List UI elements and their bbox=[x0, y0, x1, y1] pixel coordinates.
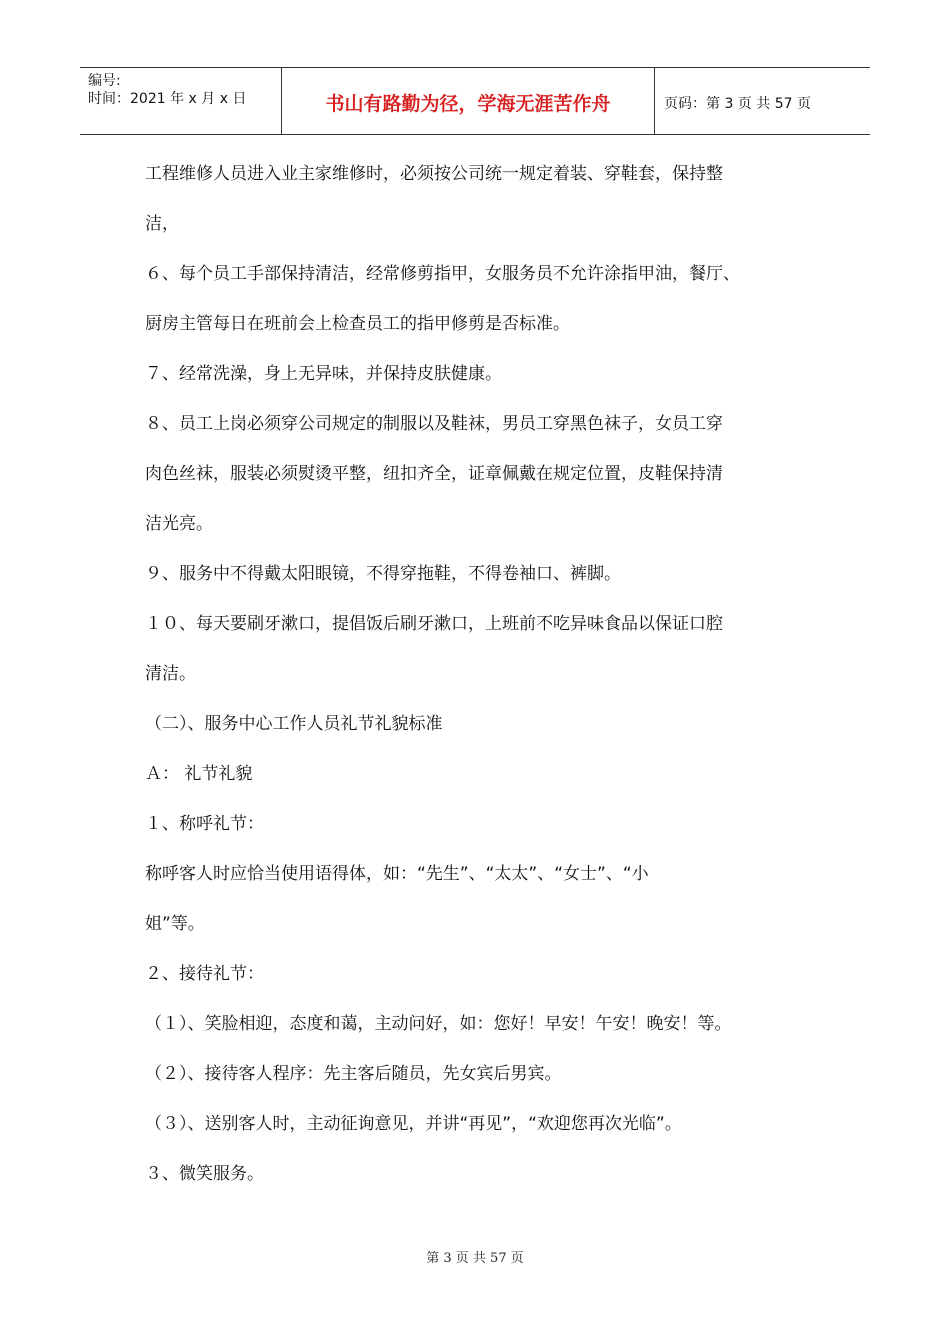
page-footer: 第 3 页 共 57 页 bbox=[426, 1251, 524, 1266]
body-line: （１）、笑脸相迎，态度和蔼，主动问好，如：您好！早安！午安！晚安！等。 bbox=[145, 1014, 732, 1034]
body-line: ２、接待礼节： bbox=[145, 964, 264, 984]
body-line: １、称呼礼节： bbox=[145, 814, 264, 834]
document-header bbox=[80, 67, 870, 135]
body-line: 厨房主管每日在班前会上检查员工的指甲修剪是否标准。 bbox=[145, 314, 570, 334]
body-line: （３）、送别客人时，主动征询意见，并讲“再见”，“欢迎您再次光临”。 bbox=[145, 1114, 682, 1134]
body-line: １０、每天要刷牙漱口，提倡饭后刷牙漱口，上班前不吃异味食品以保证口腔 bbox=[145, 614, 723, 634]
section-heading: （二）、服务中心工作人员礼节礼貌标准 bbox=[145, 714, 443, 734]
body-line: 洁， bbox=[145, 214, 179, 234]
subsection-heading: Ａ： 礼节礼貌 bbox=[145, 764, 253, 784]
document-number-label: 编号: bbox=[88, 73, 121, 89]
body-line: ９、服务中不得戴太阳眼镜，不得穿拖鞋，不得卷袖口、裤脚。 bbox=[145, 564, 621, 584]
body-line: 姐”等。 bbox=[145, 914, 205, 934]
document-date: 时间：2021 年 x 月 x 日 bbox=[88, 91, 247, 107]
header-page-info: 页码：第 3 页 共 57 页 bbox=[664, 96, 811, 112]
body-line: （２）、接待客人程序：先主客后随员，先女宾后男宾。 bbox=[145, 1064, 562, 1084]
header-meta bbox=[88, 72, 246, 108]
body-line: ３、微笑服务。 bbox=[145, 1164, 264, 1184]
header-motto: 书山有路勤为径，学海无涯苦作舟 bbox=[325, 93, 611, 115]
body-line: 洁光亮。 bbox=[145, 514, 213, 534]
body-line: ８、员工上岗必须穿公司规定的制服以及鞋袜，男员工穿黑色袜子，女员工穿 bbox=[145, 414, 723, 434]
body-line: 肉色丝袜，服装必须熨烫平整，纽扣齐全，证章佩戴在规定位置，皮鞋保持清 bbox=[145, 464, 723, 484]
body-line: 称呼客人时应恰当使用语得体，如：“先生”、“太太”、“女士”、“小 bbox=[145, 864, 649, 884]
body-line: ６、每个员工手部保持清洁，经常修剪指甲，女服务员不允许涂指甲油，餐厅、 bbox=[145, 264, 740, 284]
body-line: 清洁。 bbox=[145, 664, 196, 684]
header-divider-right bbox=[654, 68, 655, 135]
body-line: 工程维修人员进入业主家维修时，必须按公司统一规定着装、穿鞋套，保持整 bbox=[145, 164, 723, 184]
body-line: ７、经常洗澡，身上无异味，并保持皮肤健康。 bbox=[145, 364, 502, 384]
